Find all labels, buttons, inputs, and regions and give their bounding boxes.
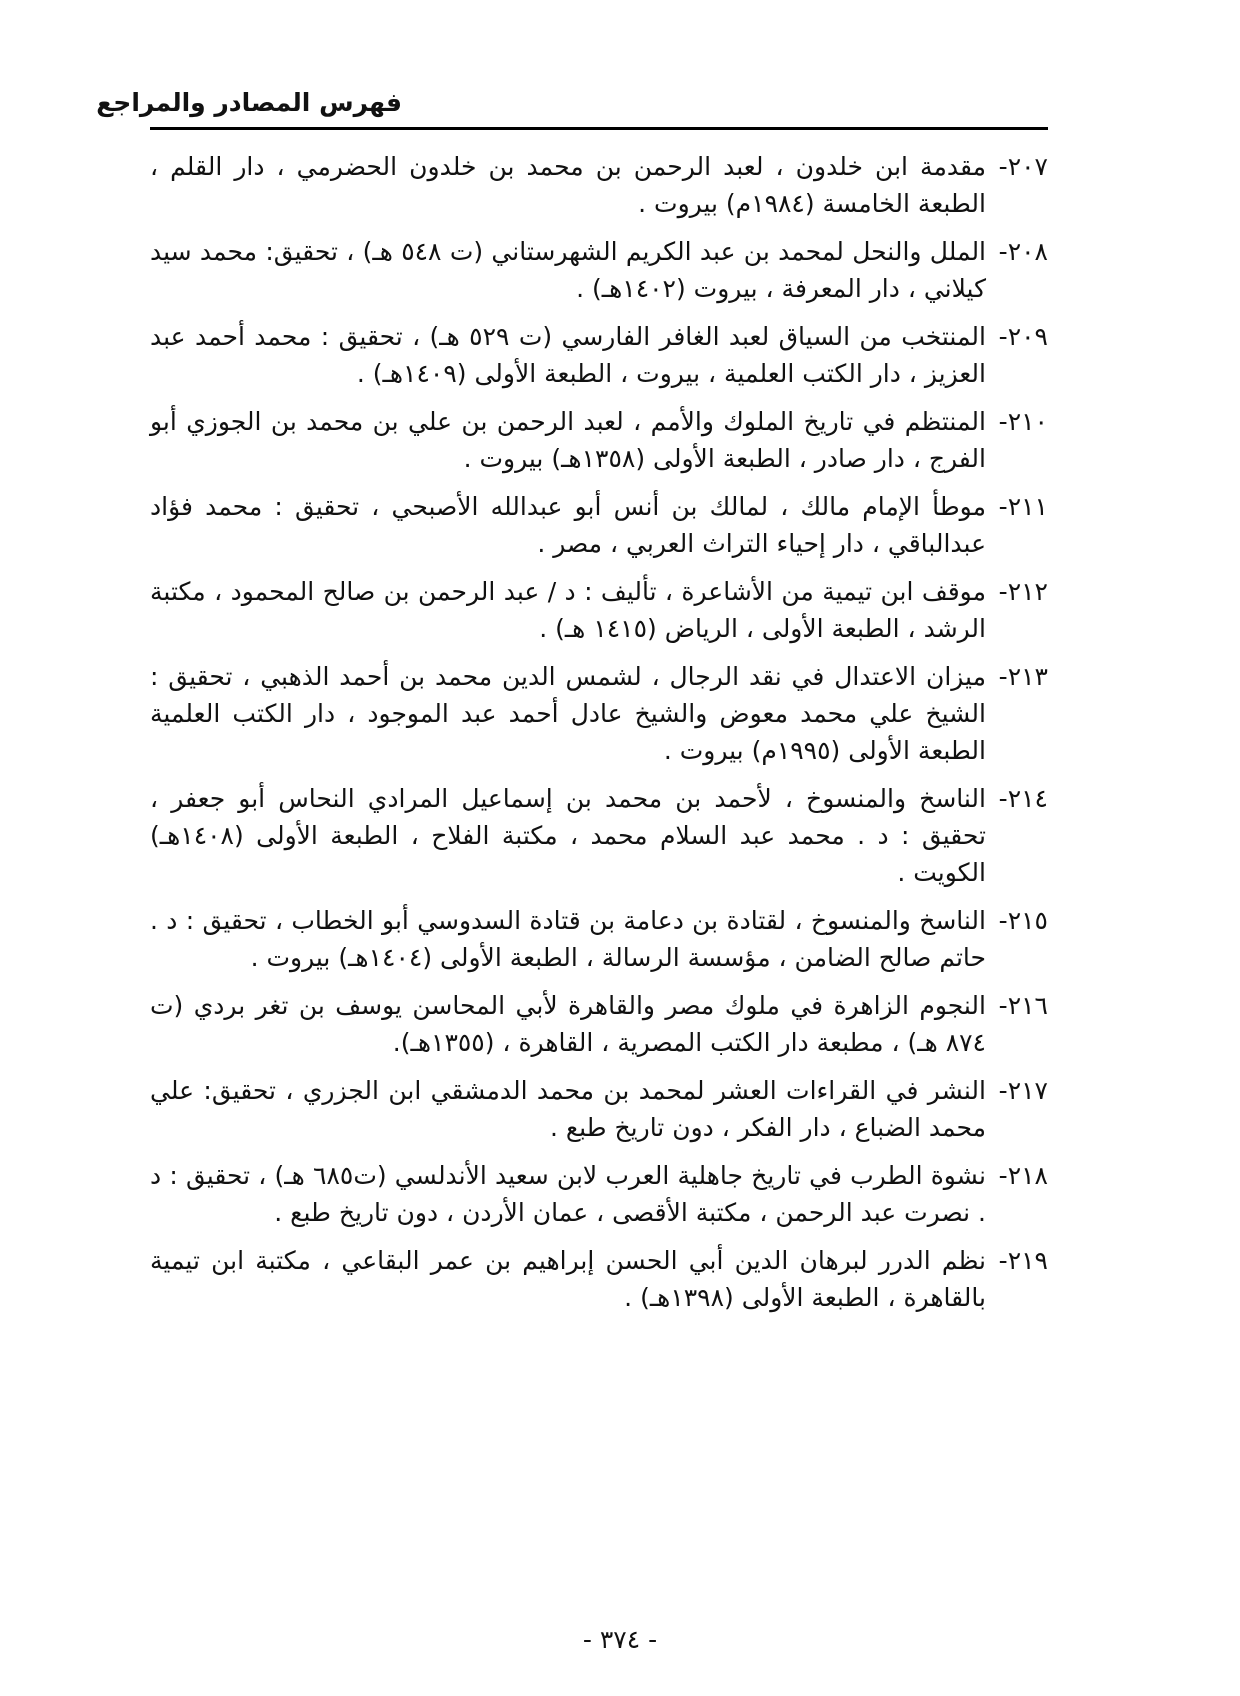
- entry-text: موطأ الإمام مالك ، لمالك بن أنس أبو عبدالله الأصبحي ، تحقيق : محمد فؤاد عبدالباقي ، دار إحياء التراث العربي ، مصر .: [150, 492, 986, 558]
- bibliography-entry: [150, 1157, 1048, 1231]
- entry-text: النجوم الزاهرة في ملوك مصر والقاهرة لأبي المحاسن يوسف بن تغر بردي (ت ٨٧٤ هـ) ، مطبعة دار الكتب المصرية ، القاهرة ، (١٣٥٥هـ).: [150, 991, 986, 1057]
- entry-number: ٢١٧-: [998, 1076, 1048, 1105]
- bibliography-entry: [150, 1072, 1048, 1146]
- entry-number: ٢٠٨-: [998, 237, 1048, 266]
- entry-number: ٢١١-: [998, 492, 1048, 521]
- entry-text: نشوة الطرب في تاريخ جاهلية العرب لابن سعيد الأندلسي (ت٦٨٥ هـ) ، تحقيق : د . نصرت عبد الرحمن ، مكتبة الأقصى ، عمان الأردن ، دون تاريخ طبع .: [150, 1161, 986, 1227]
- bibliography-entry: [150, 1242, 1048, 1316]
- entry-number: ٢١٥-: [998, 906, 1048, 935]
- entry-text: الملل والنحل لمحمد بن عبد الكريم الشهرستاني (ت ٥٤٨ هـ) ، تحقيق: محمد سيد كيلاني ، دار المعرفة ، بيروت (١٤٠٢هـ) .: [150, 237, 987, 303]
- bibliography-entry: [150, 987, 1048, 1061]
- entry-number: ٢٠٧-: [998, 152, 1048, 181]
- header-divider: [150, 127, 1048, 130]
- entry-text: المنتخب من السياق لعبد الغافر الفارسي (ت ٥٢٩ هـ) ، تحقيق : محمد أحمد عبد العزيز ، دار الكتب العلمية ، بيروت ، الطبعة الأولى (١٤٠٩هـ) .: [150, 322, 986, 388]
- bibliography-entry: [150, 148, 1048, 222]
- entry-number: ٢٠٩-: [998, 322, 1048, 351]
- page-header-title: فهرس المصادر والمراجع: [96, 88, 402, 117]
- entry-number: ٢١٠-: [998, 407, 1048, 436]
- entry-number: ٢١٩-: [998, 1246, 1048, 1275]
- entry-text: موقف ابن تيمية من الأشاعرة ، تأليف : د / عبد الرحمن بن صالح المحمود ، مكتبة الرشد ، الطبعة الأولى ، الرياض (١٤١٥ هـ) .: [150, 577, 986, 643]
- bibliography-entry: [150, 403, 1048, 477]
- bibliography-entry: [150, 780, 1048, 891]
- entry-text: نظم الدرر لبرهان الدين أبي الحسن إبراهيم بن عمر البقاعي ، مكتبة ابن تيمية بالقاهرة ، الطبعة الأولى (١٣٩٨هـ) .: [150, 1246, 986, 1312]
- bibliography-entry: [150, 658, 1048, 769]
- entry-number: ٢١٢-: [998, 577, 1048, 606]
- entry-number: ٢١٣-: [998, 662, 1048, 691]
- entry-number: ٢١٤-: [998, 784, 1048, 813]
- entry-text: النشر في القراءات العشر لمحمد بن محمد الدمشقي ابن الجزري ، تحقيق: علي محمد الضباع ، دار الفكر ، دون تاريخ طبع .: [150, 1076, 986, 1142]
- page-number: - ٣٧٤ -: [582, 1625, 658, 1654]
- bibliography-entry: [150, 318, 1048, 392]
- entry-text: الناسخ والمنسوخ ، لقتادة بن دعامة بن قتادة السدوسي أبو الخطاب ، تحقيق : د . حاتم صالح الضامن ، مؤسسة الرسالة ، الطبعة الأولى (١٤٠٤هـ) بيروت .: [150, 906, 986, 972]
- bibliography-entry: [150, 902, 1048, 976]
- bibliography-list: [150, 148, 1048, 1327]
- entry-text: ميزان الاعتدال في نقد الرجال ، لشمس الدين محمد بن أحمد الذهبي ، تحقيق : الشيخ علي محمد معوض والشيخ عادل أحمد عبد الموجود ، دار الكتب العلمية الطبعة الأولى (١٩٩٥م) بيروت .: [150, 662, 986, 765]
- entry-text: المنتظم في تاريخ الملوك والأمم ، لعبد الرحمن بن علي بن محمد بن الجوزي أبو الفرج ، دار صادر ، الطبعة الأولى (١٣٥٨هـ) بيروت .: [150, 407, 986, 473]
- entry-number: ٢١٦-: [998, 991, 1048, 1020]
- bibliography-entry: [150, 488, 1048, 562]
- entry-number: ٢١٨-: [998, 1161, 1048, 1190]
- bibliography-entry: [150, 573, 1048, 647]
- entry-text: الناسخ والمنسوخ ، لأحمد بن محمد بن إسماعيل المرادي النحاس أبو جعفر ، تحقيق : د . محمد عبد السلام محمد ، مكتبة الفلاح ، الطبعة الأولى (١٤٠٨هـ) الكويت .: [150, 784, 986, 887]
- bibliography-entry: [150, 233, 1048, 307]
- entry-text: مقدمة ابن خلدون ، لعبد الرحمن بن محمد بن خلدون الحضرمي ، دار القلم ، الطبعة الخامسة (١٩٨٤م) بيروت .: [150, 152, 986, 218]
